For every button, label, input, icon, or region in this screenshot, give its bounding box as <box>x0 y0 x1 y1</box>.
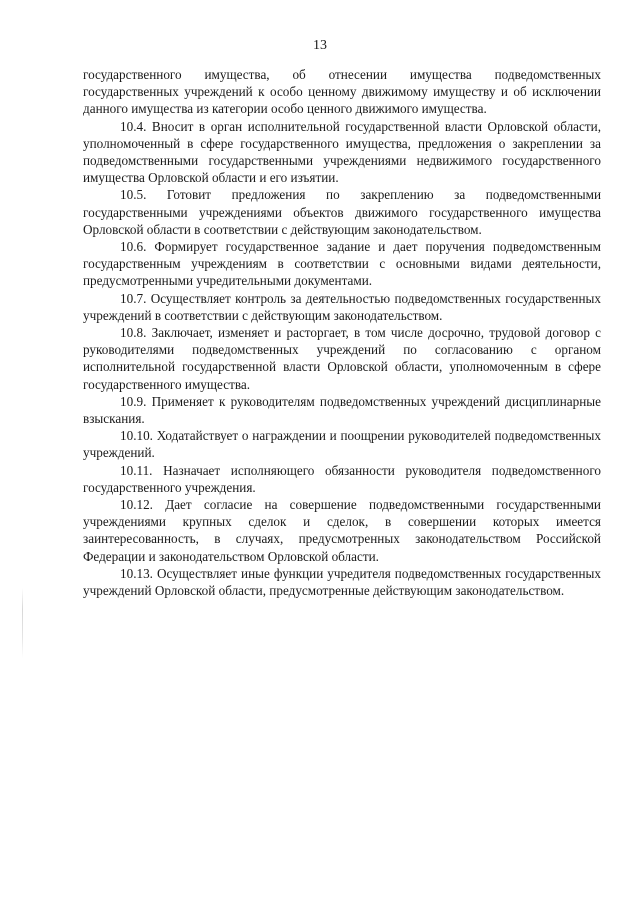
paragraph-10-5: 10.5. Готовит предложения по закреплению за подведомственными государственными учреждениями объектов движимого государственного имущества Орловской области в соответствии с действующим законодательством. <box>83 187 601 237</box>
scan-margin-mark <box>22 588 23 658</box>
paragraph-10-8: 10.8. Заключает, изменяет и расторгает, в том числе досрочно, трудовой договор с руководителями подведомственных учреждений по согласованию с органом исполнительной государственной власти Орловской области, уполномоченным в сфере государственного имущества. <box>83 325 601 392</box>
paragraph-10-11: 10.11. Назначает исполняющего обязанности руководителя подведомственного государственного учреждения. <box>83 462 601 495</box>
paragraph-10-9: 10.9. Применяет к руководителям подведомственных учреждений дисциплинарные взыскания. <box>83 393 601 427</box>
page-number: 13 <box>313 38 327 53</box>
paragraph-10-12: 10.12. Дает согласие на совершение подведомственными государственными учреждениями крупных сделок и сделок, в совершении которых имеется заинтересованность, в случаях, предусмотренных законодательством Российской Федерации и законодательством Орловской области. <box>83 497 601 564</box>
paragraph-10-4: 10.4. Вносит в орган исполнительной государственной власти Орловской области, уполномоченный в сфере государственного имущества, предложения о закреплении за подведомственными государственными учреждениями недвижимого государственного имущества Орловской области и его изъятии. <box>83 118 601 186</box>
paragraph-10-7: 10.7. Осуществляет контроль за деятельностью подведомственных государственных учреждений в соответствии с действующим законодательством. <box>83 290 601 323</box>
paragraph-10-6: 10.6. Формирует государственное задание и дает поручения подведомственным государственным учреждениям в соответствии с основными видами деятельности, предусмотренными учредительными документами. <box>83 239 601 289</box>
paragraph-10-10: 10.10. Ходатайствует о награждении и поощрении руководителей подведомственных учреждений. <box>83 428 601 461</box>
paragraph-continuation: государственного имущества, об отнесении имущества подведомственных государственных учреждений к особо ценному движимому имуществу и об исключении данного имущества из категории особо ценного движимого имущества. <box>83 67 601 117</box>
paragraph-10-13: 10.13. Осуществляет иные функции учредителя подведомственных государственных учреждений Орловской области, предусмотренные действующим законодательством. <box>83 565 601 599</box>
document-body <box>83 66 601 599</box>
